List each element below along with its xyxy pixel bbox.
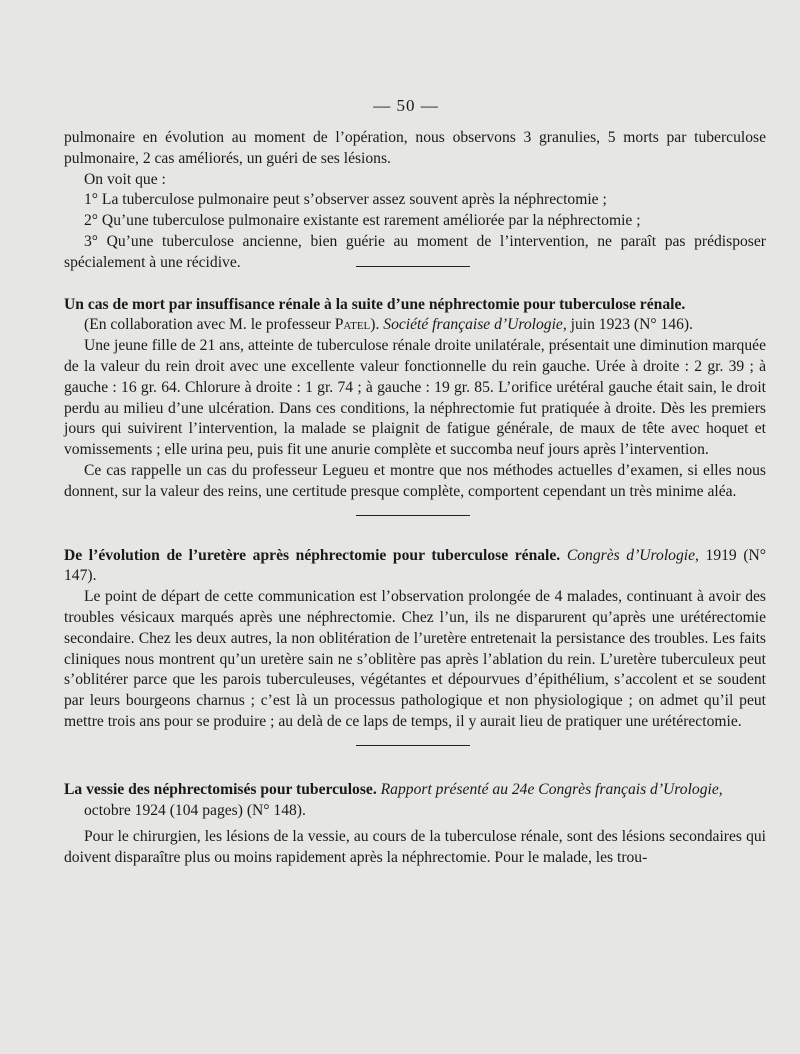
continuation-item-1: 1° La tuberculose pulmonaire peut s’observer assez souvent après la néphrectomie ;: [84, 191, 607, 209]
continuation-intro: On voit que :: [84, 170, 166, 188]
section-1-paragraph-2: Ce cas rappelle un cas du professeur Legueu et montre que nos méthodes actuelles d’examen, si elles nous donnent, sur la valeur des reins, une certitude presque complète, comportent cependant un très minime aléa.: [64, 461, 766, 500]
page-number: — 50 —: [373, 96, 439, 115]
section-3-reference: octobre 1924 (104 pages) (N° 148).: [84, 801, 306, 819]
continuation-paragraph: pulmonaire en évolution au moment de l’opération, nous observons 3 granulies, 5 morts par tuberculose pulmonaire, 2 cas améliorés, un guéri de ses lésions.: [64, 129, 766, 167]
section-1-title: Un cas de mort par insuffisance rénale à la suite d’une néphrectomie pour tuberculose rénale.: [64, 295, 686, 313]
section-1-paragraph-1: Une jeune fille de 21 ans, atteinte de tuberculose rénale droite unilatérale, présentait une diminution marquée de la valeur du rein droit avec une excellente valeur fonctionnelle du rein gauche. Urée à droite : 2 gr. 39 ; à gauche : 16 gr. 64. Chlorure à droite : 1 gr. 74 ; à gauche : 19 gr. 85. L’orifice urétéral gauche était sain, le droit perdu au milieu d’une ulcération. Dans ces conditions, la néphrectomie fut pratiquée à droite. Dès les premiers jours qui suivirent l’intervention, la malade se plaignit de fatigue générale, de maux de tête avec hoquet et vomissements ; elle urina peu, puis fit une anurie complète et succomba neuf jours après l’intervention.: [64, 337, 766, 459]
continuation-item-3: 3° Qu’une tuberculose ancienne, bien guérie au moment de l’intervention, ne paraît pas prédisposer spécialement à une récidive.: [64, 232, 766, 271]
section-3-paragraph-1: Pour le chirurgien, les lésions de la vessie, au cours de la tuberculose rénale, sont des lésions secondaires qui doivent disparaître plus ou moins rapidement après la néphrectomie. Pour le malade, les trou-: [64, 828, 766, 867]
continuation-item-2: 2° Qu’une tuberculose pulmonaire existante est rarement améliorée par la néphrectomie ;: [84, 212, 641, 230]
section-3-title: La vessie des néphrectomisés pour tuberculose. Rapport présenté au 24e Congrès français d’Urologie,: [64, 780, 723, 798]
section-2-title: De l’évolution de l’uretère après néphrectomie pour tuberculose rénale. Congrès d’Urologie, 1919 (N° 147).: [64, 546, 767, 585]
section-1-reference: (En collaboration avec M. le professeur Patel). Société française d’Urologie, juin 1923 (N° 146).: [84, 316, 693, 334]
section-2-paragraph-1: Le point de départ de cette communication est l’observation prolongée de 4 malades, continuant à avoir des troubles vésicaux marqués après une néphrectomie. Chez l’un, ils ne disparurent qu’après une urétérectomie secondaire. Chez les deux autres, la non oblitération de l’uretère entretenait la persistance des troubles. Les faits cliniques nous montrent qu’un uretère sain ne s’oblitère pas après l’ablation du rein. L’uretère tuberculeux peut s’oblitérer parce que les parois tuberculeuses, végétantes et dépourvues d’épithélium, s’accolent et se soudent par leurs bourgeons charnus ; c’est là un processus pathologique et non physiologique ; on admet qu’il peut mettre trois ans pour se produire ; au delà de ce laps de temps, il y aurait lieu de pratiquer une urétérectomie.: [64, 588, 766, 730]
page-content: [64, 128, 766, 869]
